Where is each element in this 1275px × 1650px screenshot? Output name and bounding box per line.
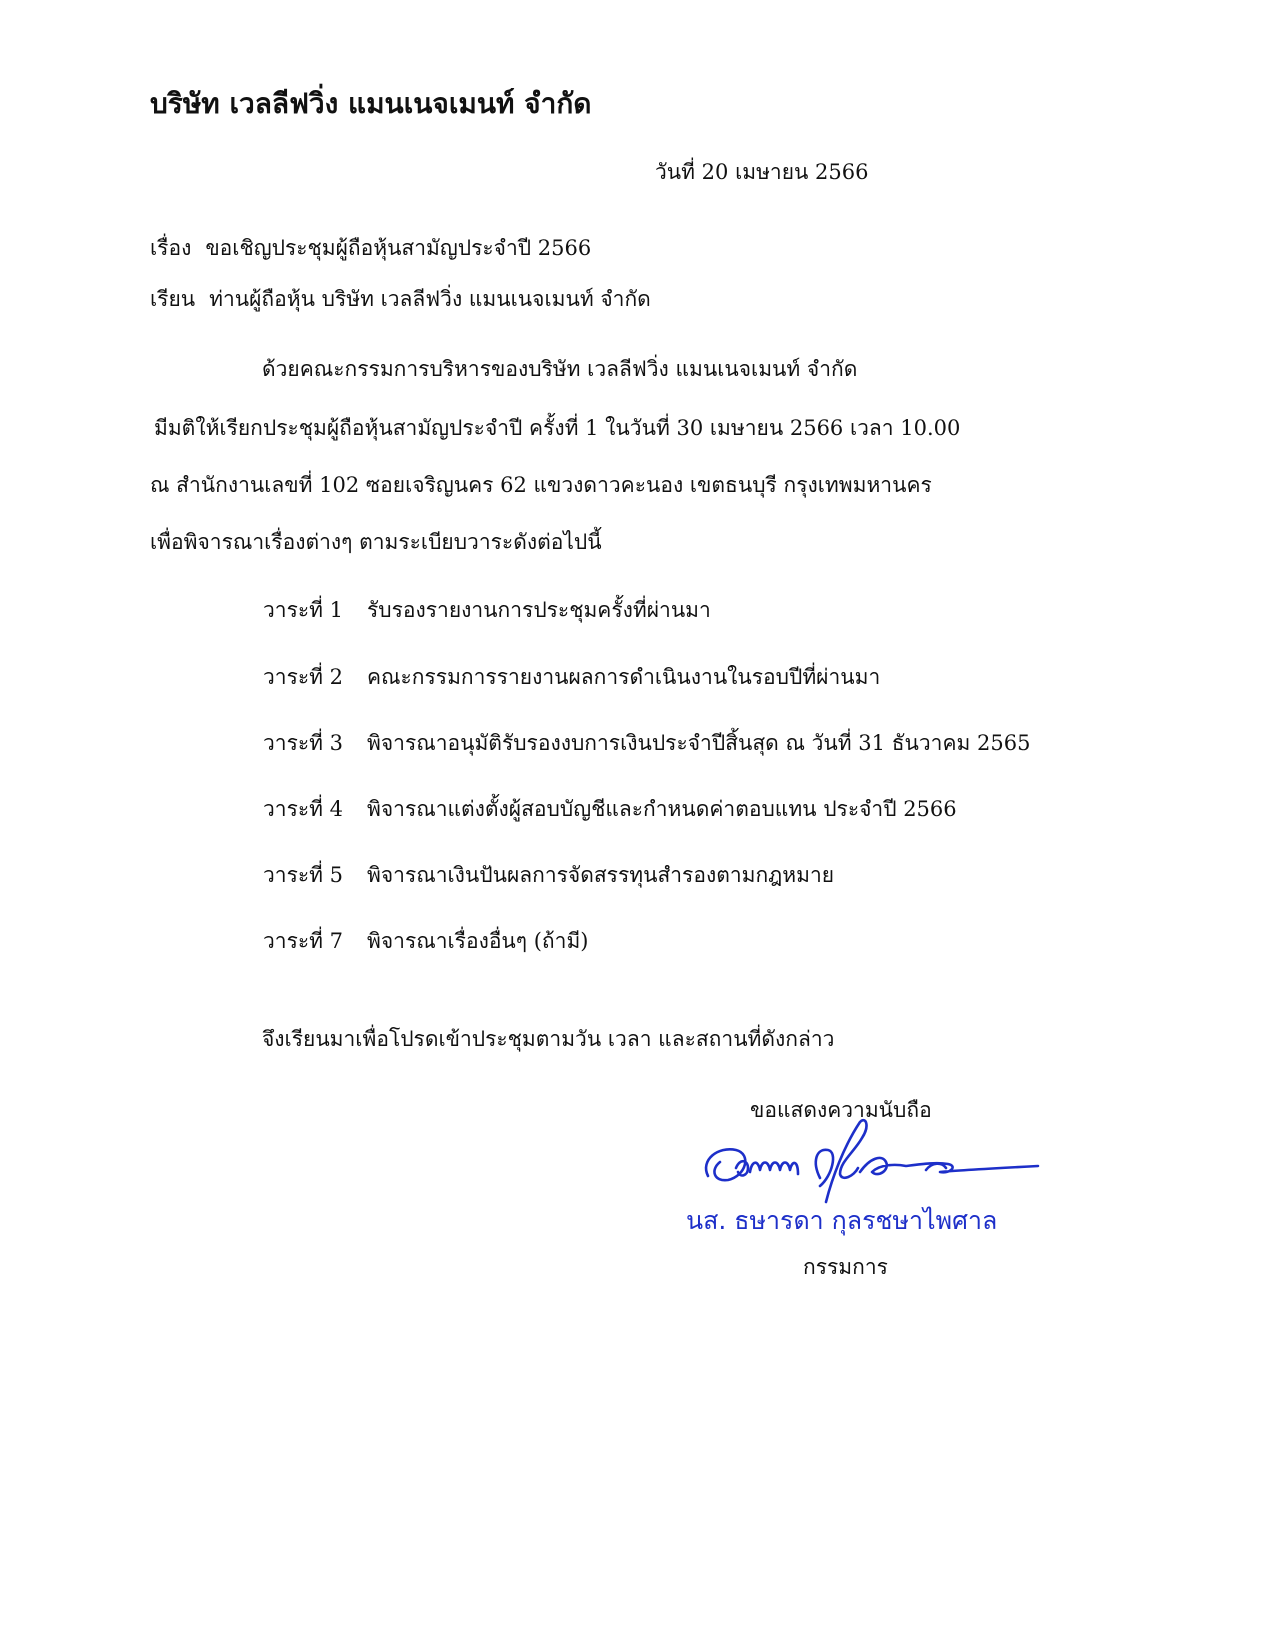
signature-strokes [706, 1120, 1038, 1202]
company-title: บริษัท เวลลีฟวิ่ง แมนเนจเมนท์ จำกัด [150, 87, 592, 120]
signatory-name: นส. ธษารดา กุลรชษาไพศาล [686, 1206, 998, 1235]
agenda-number: วาระที่ 4 [263, 797, 344, 821]
letter-date: วันที่ 20 เมษายน 2566 [655, 160, 869, 184]
agenda-item [263, 795, 957, 823]
agenda-item [263, 729, 1030, 757]
agenda-item [263, 861, 834, 889]
agenda-text: พิจารณาแต่งตั้งผู้สอบบัญชีและกำหนดค่าตอบแทน ประจำปี 2566 [367, 797, 957, 821]
subject-line [150, 234, 591, 262]
handwritten-signature [700, 1118, 1040, 1218]
agenda-number: วาระที่ 1 [263, 598, 344, 622]
subject-text: ขอเชิญประชุมผู้ถือหุ้นสามัญประจำปี 2566 [205, 236, 592, 260]
body-line-1: ด้วยคณะกรรมการบริหารของบริษัท เวลลีฟวิ่ง แมนเนจเมนท์ จำกัด [262, 357, 858, 381]
subject-label: เรื่อง [150, 236, 192, 260]
agenda-number: วาระที่ 7 [263, 929, 344, 953]
body-line-3: ณ สำนักงานเลขที่ 102 ซอยเจริญนคร 62 แขวงดาวคะนอง เขตธนบุรี กรุงเทพมหานคร [150, 473, 932, 497]
agenda-text: พิจารณาเงินปันผลการจัดสรรทุนสำรองตามกฎหมาย [367, 863, 835, 887]
agenda-text: พิจารณาอนุมัติรับรองงบการเงินประจำปีสิ้นสุด ณ วันที่ 31 ธันวาคม 2565 [367, 731, 1031, 755]
recipient-text: ท่านผู้ถือหุ้น บริษัท เวลลีฟวิ่ง แมนเนจเมนท์ จำกัด [209, 287, 651, 311]
regards-text: ขอแสดงความนับถือ [750, 1098, 932, 1122]
agenda-text: คณะกรรมการรายงานผลการดำเนินงานในรอบปีที่ผ่านมา [367, 665, 881, 689]
signatory-position: กรรมการ [803, 1255, 888, 1279]
recipient-line [150, 285, 651, 313]
agenda-text: รับรองรายงานการประชุมครั้งที่ผ่านมา [367, 598, 711, 622]
agenda-number: วาระที่ 2 [263, 665, 344, 689]
body-line-4: เพื่อพิจารณาเรื่องต่างๆ ตามระเบียบวาระดังต่อไปนี้ [150, 530, 602, 554]
agenda-number: วาระที่ 3 [263, 731, 344, 755]
body-line-2: มีมติให้เรียกประชุมผู้ถือหุ้นสามัญประจำปี ครั้งที่ 1 ในวันที่ 30 เมษายน 2566 เวลา 10.00 [154, 416, 961, 440]
agenda-item [263, 927, 588, 955]
agenda-number: วาระที่ 5 [263, 863, 344, 887]
recipient-label: เรียน [150, 287, 196, 311]
agenda-text: พิจารณาเรื่องอื่นๆ (ถ้ามี) [367, 929, 589, 953]
closing-statement: จึงเรียนมาเพื่อโปรดเข้าประชุมตามวัน เวลา และสถานที่ดังกล่าว [262, 1027, 835, 1051]
agenda-item [263, 596, 711, 624]
agenda-item [263, 663, 880, 691]
